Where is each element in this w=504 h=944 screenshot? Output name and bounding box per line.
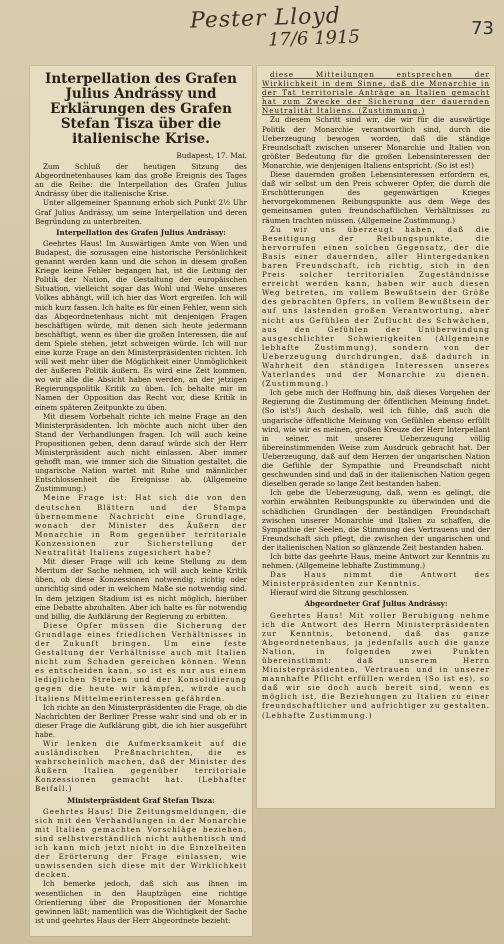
- paragraph: Ich bemerke jedoch, daß sich aus ihnen im wesentlichen in den Hauptzügen eine richtige Orientierung über die Propositionen der Monarchie gewinnen läßt; namentlich was die Wichtigkeit der Sache ist und geehrtes Haus der Herr Abgeordnete bezieht:: [35, 879, 247, 925]
- right-column: [257, 66, 495, 724]
- paragraph: Ich gebe mich der Hoffnung hin, daß dieses Vorgehen der Regierung die Zustimmung der öffentlichen Meinung findet. (So ist's!) Auch deshalb, weil ich fühle, daß auch die ungarische öffentliche Meinung von Gefühlen ebenso erfüllt wird, wie wir es meinen, großen Kreuze der Herr Interpellant in seiner, mit unserer Ueberzeugung völlig übereinstimmenden Weise zum Ausdruck gebracht hat. Der Ueberzeugung, daß auf dem Herzen der ungarischen Nation die Gefühle der Sympathie und Freundschaft nicht geschwunden sind und daß in der italienischen Nation gegen dieselben gerade so lange Zeit bestanden haben.: [262, 388, 490, 489]
- paragraph-question: Meine Frage ist: Hat sich die von den deutschen Blättern und der Stampa übernommene Nachricht eine Grundlage, wonach der Minister des Äußern der Monarchie in Rom gegenüber territoriale Konzessionen zur Sicherstellung der Neutralität Italiens zugesichert habe?: [35, 493, 247, 558]
- paragraph: Ich bitte das geehrte Haus, meine Antwort zur Kenntnis zu nehmen. (Allgemeine lebhafte Zustimmung.): [262, 551, 490, 571]
- dateline: Budapest, 17. Mai.: [176, 151, 247, 160]
- left-clipping: [30, 66, 252, 936]
- paragraph: Mit diesem Vorbehalt richte ich meine Frage an den Ministerpräsidenten. Ich möchte auch nicht über den Stand der Verhandlungen fragen. Ich will auch keine Propositionen geben, denn darauf würde sich der Herr Ministerpräsident auch nicht einlassen. Aber immer gehofft man, wie immer sich die Situation gestaltet, die ungarische Nation wartet mit Ruhe und männlicher Entschlossenheit die Ereignisse ab. (Allgemeine Zustimmung.): [35, 411, 247, 494]
- paragraph: Geehrtes Haus! Mit voller Beruhigung nehme ich die Antwort des Herrn Ministerpräsidenten zur Kenntnis, betonend, daß das ganze Abgeordnetenhaus, ja jedenfalls auch die ganze Nation, in folgenden zwei Punkten übereinstimmt: daß unserem Herrn Ministerpräsidenten, Vertrauen und in unserer mannhafte Pflicht erfüllen werden (So ist es), so daß wir sie doch auch bereit sind, wenn es möglich ist, die Beziehungen zu Italien zu einer freundschaftlicher und aufrichtiger zu gestalten. (Lebhafte Zustimmung.): [262, 610, 490, 720]
- subheading-tisza: Ministerpräsident Graf Stefan Tisza:: [67, 795, 215, 805]
- right-clipping: [257, 66, 495, 808]
- left-column: [30, 66, 252, 929]
- paragraph: Wir lenken die Aufmerksamkeit auf die ausländischen Preßnachrichten, die es wahrscheinlich machen, daß der Minister des Äußern Italien gegenüber territoriale Konzessionen gemacht hat. (Lebhafter Beifall.): [35, 739, 247, 794]
- intro-paragraph: Zum Schluß der heutigen Sitzung des Abgeordnetenhauses kam das große Ereignis des Tages an die Reihe: die Interpellation des Grafen Julius Andrássy über die italienische Krise.: [35, 162, 247, 199]
- paragraph: Geehrtes Haus! Im Auswärtigen Amte von Wien und Budapest, die sozusagen eine historische Persönlichkeit genannt werden kann und die schon in diesem großen Kriege keine Fehler begangen hat, ist die Leitung der Politik der Nation, die Gestaltung der europäischen Situation, vielleicht sogar das Wohl und Wehe unseres Volkes abhängt, will ich hier das Wort ergreifen. Ich will mich kurz fassen. Ich halte es für einen Fehler, wenn sich das Abgeordnetenhaus nicht mit denjenigen Fragen beschäftigen würde, mit denen sich heute jedermann beschäftigt, wenn es über die großen Interessen, die auf dem Spiele stehen, jetzt schweigen würde. Ich will nur eine kurze Frage an den Ministerpräsidenten richten. Ich will weit mehr über die Möglichkeit einer Unmöglichkeit der äußeren Politik äußern. Es wird eine Zeit kommen, wo wir alle die Absicht haben werden, an der jetzigen Regierungspolitik Kritik zu üben. Ich behalte mir im Namen der Opposition das Recht vor, diese Kritik in einem späteren Zeitpunkte zu üben.: [35, 238, 247, 412]
- paragraph: diese Mitteilungen entsprechen der Wirklichkeit in dem Sinne, daß die Monarchie in der Tat territoriale Anträge an Italien gemacht hat zum Zwecke der Sicherung der dauernden Neutralität Italiens. (Zustimmung.): [262, 70, 490, 116]
- intro-paragraph-2: Unter allgemeiner Spannung erhob sich Punkt 2½ Uhr Graf Julius Andrássy, um seine Interpellation und deren Begründung zu unterbreiten.: [35, 198, 247, 226]
- page-number: 73: [471, 18, 494, 39]
- paragraph: Das Haus nimmt die Antwort des Ministerpräsidenten zur Kenntnis.: [262, 570, 490, 589]
- handwritten-date: 17/6 1915: [267, 26, 361, 51]
- handwritten-newspaper-title: Pester Lloyd: [189, 3, 342, 34]
- paragraph: Ich richte an den Ministerpräsidenten die Frage, ob die Nachrichten der Berliner Presse wahr sind und ob er in dieser Frage die Aufklärung gibt, die ich hier ausgeführt habe.: [35, 702, 247, 739]
- article-headline: Interpellation des Grafen Julius Andrássy und Erklärungen des Grafen Stefan Tisza über die italienische Krise.: [45, 71, 237, 147]
- paragraph: Geehrtes Haus! Die Zeitungsmeldungen, die sich mit den Verhandlungen in der Monarchie mit Italien gemachten Vorschläge beziehen, sind selbstverständlich nicht authentisch und ich kann mich jetzt nicht in die Einzelheiten der Erörterung der Frage einlassen, wie unwissenden sich diese mit der Wirklichkeit decken.: [35, 806, 247, 880]
- subheading-interpellation: Interpellation des Grafen Julius Andrássy:: [56, 227, 226, 237]
- paragraph: Ich gebe die Ueberzeugung, daß, wenn es gelingt, die vorhin erwähnten Reibungspunkte zu überwinden und die schädlichen Grundlagen der beständigen Freundschaft zwischen unserer Monarchie und Italien zu schaffen, die Sympathie der Seelen, die Stimmung des Vertrauens und der Freundschaft sich pflegt, die zwischen der ungarischen und der italienischen Nation so glänzende Zeit bestanden haben.: [262, 488, 490, 552]
- paragraph: Zu wir uns überzeugt haben, daß die Beseitigung der Reibungspunkte, die hervorrufen einen solchen Gegensatz, der die Basis einer dauernden, aller Hintergedanken baren Freundschaft, ich richtig, sich in den Preis solcher territorialen Zugeständnisse erreicht werden kann, haben wir auch diesen Weg betreten, im vollem Bewußtsein der Größe des gebrachten Opfers, in vollem Bewußtsein der auf uns lastenden großen Verantwortung, aber nicht aus Gefühlen der Zuflucht des Schwächen, aus den Gefühlen der Unüberwindung ausgeschlichter Schwierigkeiten (Allgemeine lebhafte Zustimmung), sondern von der Ueberzeugung durchdrungen, daß dadurch in Wahrheit den ständigen Interessen unseres Vaterlandes und der Monarchie zu dienen. (Zustimmung.): [262, 224, 490, 389]
- paragraph: Mit dieser Frage will ich keine Stellung zu dem Meritum der Sache nehmen, ich will auch keine Kritik üben, ob diese Konzessionen notwendig, richtig oder unrichtig sind oder in welchem Maße sie notwendig sind. In dem jetzigen Stadium ist es nicht möglich, hierüber eine Debatte abzuhalten. Aber ich halte es für notwendig und billig, die Aufklärung der Regierung zu erbitten.: [35, 557, 247, 621]
- paragraph: Diese dauernden großen Lebensinteressen erfordern es, daß wir selbst um den Preis schwerer Opfer, die durch die Erschütterungen des gegenwärtigen Krieges hervorgekommenen Reibungspunkte aus dem Wege des gemeinsamen guten freundschaftlichen Verhältnisses zu räumen trachten müssen. (Allgemeine Zustimmung.): [262, 170, 490, 225]
- paragraph: Zu diesem Schritt sind wir, die wir für die auswärtige Politik der Monarchie verantwortlich sind, durch die Ueberzeugung bewogen worden, daß die ständige Freundschaft zwischen unserer Monarchie und Italien von größter Bedeutung für die großen Lebensinteressen der Monarchie, wie denjenigen Italiens entspricht. (So ist es!): [262, 115, 490, 170]
- paragraph: Hierauf wird die Sitzung geschlossen.: [270, 588, 409, 598]
- subheading-andrassy: Abgeordneter Graf Julius Andrássy:: [304, 599, 448, 609]
- paragraph: Diese Opfer müssen die Sicherung der Grundlage eines friedlichen Verhältnisses in der Zukunft bringen. Um eine feste Gestaltung der Verhältnisse auch mit Italien nicht zum Schaden gereichen können. Wenn es entscheiden kann, so ist es nur aus einem lediglichen Streben und der Konsolidierung gegen die heute wir kämpfen, würde auch Italiens Mittelmeerinteressen gefährden.: [35, 620, 247, 703]
